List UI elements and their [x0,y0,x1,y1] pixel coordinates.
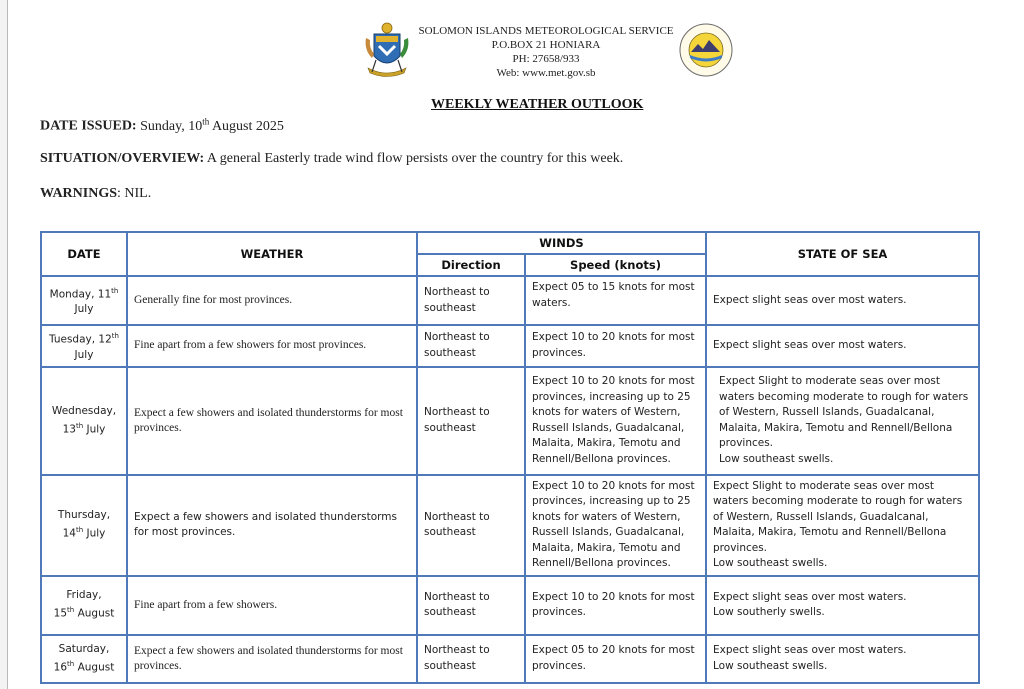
date-cell: Thursday, 14th July [41,475,127,576]
sea-cell: Expect slight seas over most waters. [706,325,979,367]
header-weather: WEATHER [127,232,417,276]
document-title: WEEKLY WEATHER OUTLOOK [431,97,644,112]
date-cell: Monday, 11th July [41,276,127,325]
phone-number: PH: 27658/933 [512,53,580,65]
speed-cell: Expect 10 to 20 knots for most provinces. [525,576,706,635]
table-row [41,325,979,367]
warnings-line [40,186,151,202]
direction-cell: Northeast to southeast [417,576,525,635]
date-issued-value: Sunday, 10th August 2025 [140,116,284,134]
table-row [41,276,979,325]
page-edge [0,0,8,689]
direction-cell: Northeast to southeast [417,276,525,325]
header-state-of-sea: STATE OF SEA [706,232,979,276]
letterhead [362,18,742,84]
sea-cell: Expect slight seas over most waters. Low southerly swells. [706,576,979,635]
weather-cell: Fine apart from a few showers. [127,576,417,635]
header-speed: Speed (knots) [525,254,706,276]
sea-cell: Expect slight seas over most waters. Low southeast swells. [706,635,979,683]
warnings-text: : NIL. [117,186,152,201]
date-issued-label: DATE ISSUED: [40,118,137,134]
direction-cell: Northeast to southeast [417,635,525,683]
direction-cell: Northeast to southeast [417,475,525,576]
date-cell: Saturday, 16th August [41,635,127,683]
table-row [41,475,979,576]
weather-cell: Expect a few showers and isolated thunderstorms for most provinces. [127,367,417,475]
speed-cell: Expect 05 to 20 knots for most provinces. [525,635,706,683]
weather-outlook-table [40,231,980,684]
weather-cell: Generally fine for most provinces. [127,276,417,325]
date-cell: Friday, 15th August [41,576,127,635]
speed-cell: Expect 10 to 20 knots for most provinces, increasing up to 25 knots for waters of Western, Russell Islands, Guadalcanal, Malaita, Makira, Temotu and Rennell/Bellona provinces. [525,367,706,475]
website: Web: www.met.gov.sb [496,67,596,79]
weather-cell: Fine apart from a few showers for most provinces. [127,325,417,367]
direction-cell: Northeast to southeast [417,367,525,475]
table-row [41,635,979,683]
sea-cell: Expect slight seas over most waters. [706,276,979,325]
table-row [41,367,979,475]
organization-name: SOLOMON ISLANDS METEOROLOGICAL SERVICE [418,25,674,37]
speed-cell: Expect 10 to 20 knots for most provinces. [525,325,706,367]
situation-text: A general Easterly trade wind flow persists over the country for this week. [206,151,624,166]
header-date: DATE [41,232,127,276]
organization-details [412,24,680,80]
met-service-seal-icon [678,22,734,78]
header-direction: Direction [417,254,525,276]
coat-of-arms-icon [362,20,412,80]
situation-line [40,151,623,167]
weather-cell: Expect a few showers and isolated thunderstorms for most provinces. [127,475,417,576]
table-row [41,576,979,635]
direction-cell: Northeast to southeast [417,325,525,367]
date-issued-line [40,116,284,135]
po-box: P.O.BOX 21 HONIARA [491,39,601,51]
speed-cell: Expect 05 to 15 knots for most waters. [525,276,706,325]
speed-cell: Expect 10 to 20 knots for most provinces, increasing up to 25 knots for waters of Western, Russell Islands, Guadalcanal, Malaita, Makira, Temotu and Rennell/Bellona provinces. [525,475,706,576]
date-cell: Wednesday, 13th July [41,367,127,475]
situation-label: SITUATION/OVERVIEW: [40,151,205,166]
header-winds: WINDS [417,232,706,254]
date-cell: Tuesday, 12th July [41,325,127,367]
warnings-label: WARNINGS [40,186,118,201]
sea-cell: Expect Slight to moderate seas over most waters becoming moderate to rough for waters of Western, Russell Islands, Guadalcanal, Malaita, Makira, Temotu and Rennell/Bellona provinces. Low southeast swells. [706,367,979,475]
weather-cell: Expect a few showers and isolated thunderstorms for most provinces. [127,635,417,683]
sea-cell: Expect Slight to moderate seas over most waters becoming moderate to rough for waters of Western, Russell Islands, Guadalcanal, Malaita, Makira, Temotu and Rennell/Bellona provinces. Low southeast swells. [706,475,979,576]
